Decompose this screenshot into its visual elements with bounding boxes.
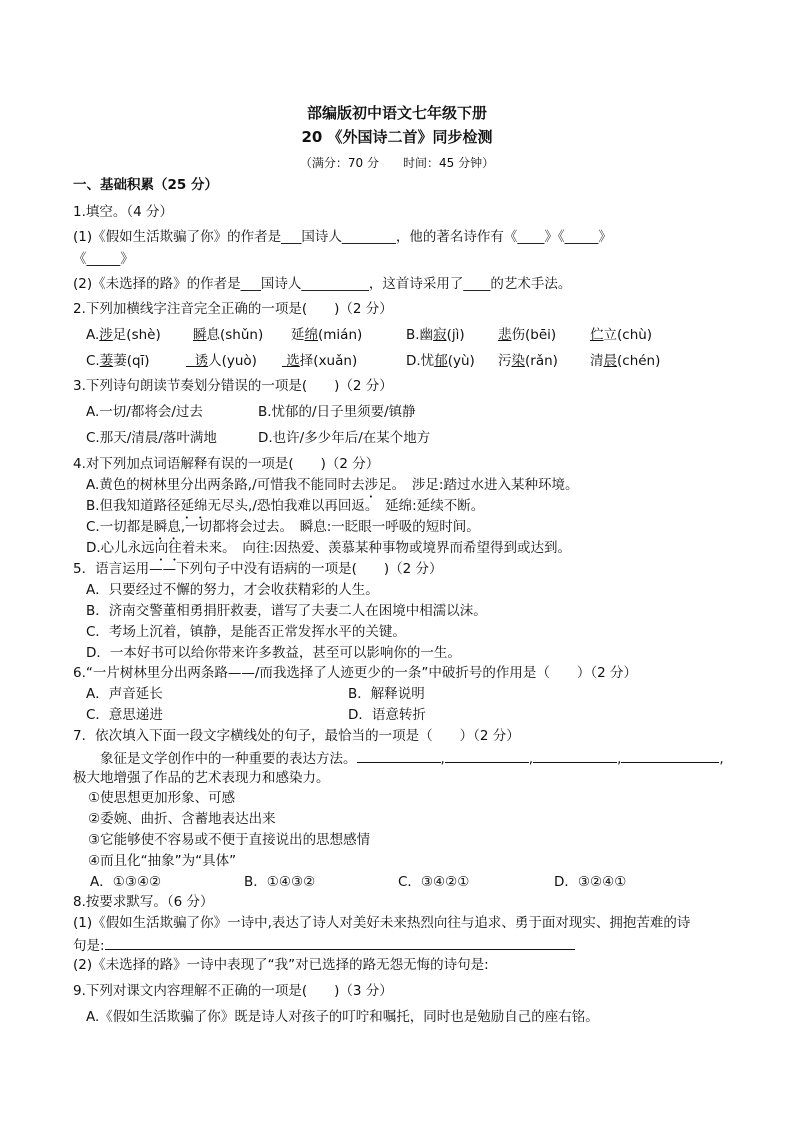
q3-option-d: D.也许/多少年后/在某个地方 <box>258 430 431 446</box>
q7-blank-1[interactable] <box>357 748 441 763</box>
q4-d-text: D.心儿永远 <box>86 540 155 556</box>
q8-line1: (1)《假如生活欺骗了你》一诗中,表达了诗人对美好未来热烈向往与追求、勇于面对现实、拥抱苦难的诗 <box>73 915 691 931</box>
q7-blank-4[interactable] <box>621 748 719 763</box>
q2-b2 <box>498 326 556 344</box>
q2-option-a-letter: A. <box>86 327 100 343</box>
q2-c1-underlined: 萋 <box>99 353 114 369</box>
q8-stem: 8.按要求默写。（6 分） <box>73 894 214 910</box>
q7-item-1: ①使思想更加形象、可感 <box>88 790 236 806</box>
q1-stem: 1.填空。（4 分） <box>73 204 174 220</box>
q7-passage-line1: 象征是文学创作中的一种重要的表达方法。 , , , , <box>100 748 724 768</box>
q8-line2 <box>73 935 575 955</box>
q2-d2 <box>498 352 558 370</box>
q2-b1-underlined: 寂 <box>433 327 447 343</box>
q7-option-b: B．①④③② <box>244 874 316 890</box>
q2-a1-underlined: 涉 <box>99 327 113 343</box>
q5-option-a: A．只要经过不懈的努力，才会收获精彩的人生。 <box>86 582 379 598</box>
q4-c-text: C.一切都是 <box>86 519 154 535</box>
q2-b3-underlined: 伫 <box>590 327 604 343</box>
q3-option-a: A.一切/都将会/过去 <box>86 404 203 420</box>
q4-a-explain: 足。 涉足:踏过水进入某种环境。 <box>378 477 579 493</box>
q2-b2-underlined: 悲 <box>498 327 512 343</box>
q4-c-explain: ,一切都将会过去。 瞬息:一眨眼一呼吸的短时间。 <box>180 519 480 535</box>
q7-passage-text: 象征是文学创作中的一种重要的表达方法。 <box>100 751 357 767</box>
q2-c3-underlined <box>282 353 300 369</box>
section-heading: 一、基础积累（25 分） <box>73 177 218 193</box>
q2-c1-rest: 萋(qī) <box>113 353 150 369</box>
q2-d3-rest: (chén) <box>617 353 661 369</box>
q8-line3: (2)《未选择的路》一诗中表现了“我”对已选择的路无怨无悔的诗句是: <box>73 957 489 973</box>
q2-d1-rest: (yù) <box>447 353 475 369</box>
q2-d2-lead: 污 <box>498 353 512 369</box>
q2-c2-char: 诱 <box>194 353 209 369</box>
q7-option-c: C．③④②① <box>398 874 470 890</box>
exam-meta: （满分：70 分 时间：45 分钟） <box>299 156 495 170</box>
q4-a-text: A.黄色的树林里分出两条路,/可惜我不能同时去 <box>86 477 365 493</box>
q4-d-explain: 着未来。 向往:因热爱、羡慕某种事物或境界而希望得到或达到。 <box>181 540 571 556</box>
q2-d-lead: D.忧 <box>406 353 435 369</box>
q2-a1-rest: 足(shè) <box>112 327 161 343</box>
q2-c3-rest: 择(xuǎn) <box>299 353 358 369</box>
q3-option-c: C.那天/清晨/落叶满地 <box>86 430 217 446</box>
q2-c2-underlined <box>186 353 208 369</box>
q2-d2-rest: (rǎn) <box>525 353 558 369</box>
q9-stem: 9.下列对课文内容理解不正确的一项是( )（3 分） <box>73 983 393 999</box>
q2-option-b <box>406 326 465 344</box>
q6-option-a: A．声音延长 <box>86 686 163 702</box>
q7-passage-line2: 极大地增强了作品的艺术表现力和感染力。 <box>73 770 330 786</box>
q9-option-a: A.《假如生活欺骗了你》既是诗人对孩子的叮咛和嘱托，同时也是勉励自己的座右铭。 <box>86 1009 599 1025</box>
q7-stem: 7．依次填入下面一段文字横线处的句子，最恰当的一项是（ ）（2 分） <box>73 728 520 744</box>
q2-c2 <box>186 352 257 370</box>
q2-a2-rest: 息(shǔn) <box>206 327 264 343</box>
q4-c-dotted: 瞬息 <box>153 519 181 535</box>
exam-subtitle: 20 《外国诗二首》同步检测 <box>301 128 493 146</box>
q2-b3-rest: 立(chù) <box>603 327 653 343</box>
q5-stem: 5．语言运用——下列句子中没有语病的一项是( )（2 分） <box>73 561 443 577</box>
q2-b3 <box>590 326 652 344</box>
q3-option-b: B.忧郁的/日子里须要/镇静 <box>258 404 416 420</box>
q4-stem: 4.对下列加点词语解释有误的一项是( )（2 分） <box>73 456 380 472</box>
q2-b-lead: B.幽 <box>406 327 434 343</box>
q7-item-4: ④而且化“抽象”为“具体” <box>88 853 237 869</box>
q2-option-a <box>86 326 161 344</box>
q6-stem: 6.“一片树林里分出两条路——/而我选择了人迹更少的一条”中破折号的作用是（ ）（2 分） <box>73 665 638 681</box>
q6-option-d: D．语意转折 <box>348 707 426 723</box>
q2-a3-underlined: 绵 <box>304 327 318 343</box>
q2-option-d <box>406 352 475 370</box>
q2-a3-rest: (mián) <box>318 327 363 343</box>
q7-option-d: D．③②④① <box>554 874 627 890</box>
q2-d3-lead: 清 <box>590 353 604 369</box>
q2-a2 <box>193 326 263 344</box>
q7-item-2: ②委婉、曲折、含蓄地表达出来 <box>88 811 276 827</box>
q7-option-a: A．①③④② <box>90 874 162 890</box>
q2-c3-char: 选 <box>286 353 300 369</box>
q7-blank-3[interactable] <box>533 748 617 763</box>
q8-line2-text: 句是: <box>73 938 105 954</box>
q2-option-c <box>86 352 150 370</box>
q2-a2-underlined: 瞬 <box>193 327 207 343</box>
q2-c2-rest: 人(yuò) <box>208 353 257 369</box>
exam-title: 部编版初中语文七年级下册 <box>306 104 487 122</box>
q6-option-b: B．解释说明 <box>348 686 425 702</box>
q2-c-letter: C. <box>86 353 100 369</box>
q2-a3 <box>291 326 362 344</box>
q2-b2-rest: 伤(bēi) <box>511 327 557 343</box>
q2-stem: 2.下列加横线字注音完全正确的一项是( )（2 分） <box>73 301 393 317</box>
q8-answer-blank[interactable] <box>105 935 575 950</box>
q2-b1-rest: (jì) <box>446 327 465 343</box>
q5-option-d: D．一本好书可以给你带来许多教益，甚至可以影响你的一生。 <box>86 645 461 661</box>
q3-stem: 3.下列诗句朗读节奏划分错误的一项是( )（2 分） <box>73 378 393 394</box>
q1-line3: (2)《未选择的路》的作者是___国诗人__________，这首诗采用了____的艺术手法。 <box>73 276 572 292</box>
q1-line2: 《_____》 <box>73 251 134 267</box>
q2-d3-underlined: 晨 <box>603 353 617 369</box>
q2-a3-lead: 延 <box>291 327 305 343</box>
q5-option-c: C．考场上沉着，镇静，是能否正常发挥水平的关键。 <box>86 624 406 640</box>
q6-option-c: C．意思递进 <box>86 707 163 723</box>
q5-option-b: B．济南交警董相勇捐肝救妻，谱写了夫妻二人在困境中相濡以沫。 <box>86 603 487 619</box>
q7-item-3: ③它能够使不容易或不便于直接说出的思想感情 <box>88 832 371 848</box>
q2-d1-underlined: 郁 <box>434 353 448 369</box>
q4-b-dotted: 延绵 <box>180 498 208 514</box>
q2-d2-underlined: 染 <box>511 353 525 369</box>
q2-d3 <box>590 352 660 370</box>
q4-b-explain: 无尽头,/恐怕我难以再回返。 延绵:延续不断。 <box>207 498 485 514</box>
q7-blank-2[interactable] <box>445 748 529 763</box>
q2-c3 <box>282 352 357 370</box>
q4-a-dotted: 涉 <box>364 477 379 493</box>
q4-d-dotted: 向往 <box>154 540 182 556</box>
q4-b-text: B.但我知道路径 <box>86 498 181 514</box>
q1-line1: (1)《假如生活欺骗了你》的作者是___国诗人________，他的著名诗作有《____》《_____》 <box>73 229 612 245</box>
